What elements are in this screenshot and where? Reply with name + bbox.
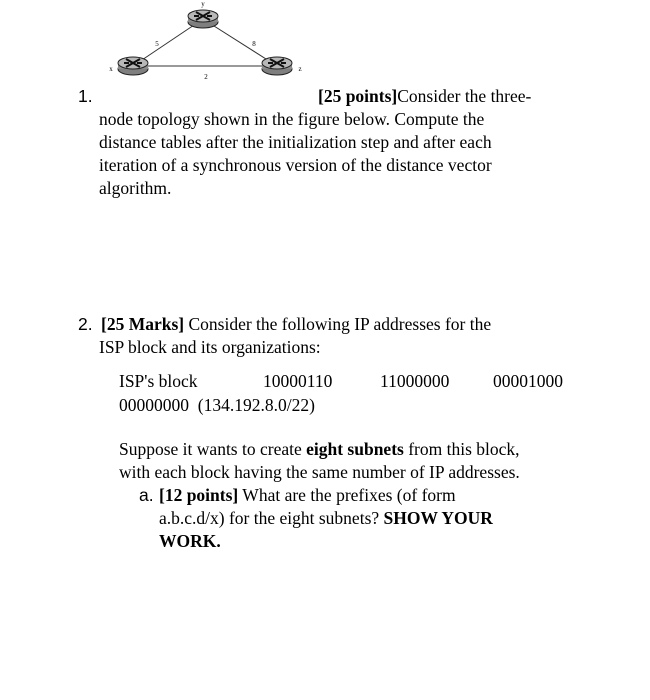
isp-octet-1: 10000110 — [263, 371, 333, 391]
isp-octet-2: 11000000 — [380, 371, 450, 391]
isp-octet-3: 00001000 — [493, 371, 563, 391]
q2-line-2: ISP block and its organizations: — [99, 337, 321, 357]
edge-cost-x-y: 5 — [155, 40, 159, 48]
part-a-line-2-text: a.b.c.d/x) for the eight subnets? — [159, 508, 384, 528]
q2-eight-subnets: eight subnets — [306, 439, 404, 459]
part-a-line-1 — [159, 484, 456, 507]
part-a-letter: a. — [139, 485, 154, 505]
router-x-icon — [118, 57, 148, 75]
part-a-show-your: SHOW YOUR — [383, 508, 493, 528]
q1-line-1 — [318, 85, 531, 108]
q2-line-1 — [101, 313, 491, 336]
part-a-points: [12 points] — [159, 485, 239, 505]
isp-block-label: ISP's block — [119, 371, 198, 391]
q2-marks: [25 Marks] — [101, 314, 185, 334]
router-y-icon — [188, 10, 218, 28]
q2-suppose-text-b: from this block, — [403, 439, 520, 459]
edge-cost-x-z: 2 — [204, 73, 208, 81]
q2-line-1-text: Consider the following IP addresses for the — [184, 314, 492, 334]
part-a-line-1-text: What are the prefixes (of form — [238, 485, 456, 505]
network-topology-diagram — [100, 0, 340, 90]
part-a-work: WORK. — [159, 531, 221, 551]
q1-line-5: algorithm. — [99, 178, 172, 198]
isp-octet-4-cidr: 00000000 (134.192.8.0/22) — [119, 395, 315, 415]
q2-suppose-line-2: with each block having the same number of IP addresses. — [119, 462, 520, 482]
q2-number: 2. — [78, 314, 93, 334]
q1-line-2: node topology shown in the figure below. Compute the — [99, 109, 485, 129]
q2-suppose-text-a: Suppose it wants to create — [119, 439, 307, 459]
node-label-z: z — [298, 65, 302, 73]
q1-line-4: iteration of a synchronous version of the distance vector — [99, 155, 492, 175]
node-label-y: y — [201, 0, 205, 8]
q1-points: [25 points] — [318, 86, 398, 106]
q1-line-3: distance tables after the initialization step and after each — [99, 132, 492, 152]
q1-number: 1. — [78, 86, 93, 106]
q2-suppose-line-1 — [119, 438, 520, 461]
router-z-icon — [262, 57, 292, 75]
edge-cost-y-z: 8 — [252, 40, 256, 48]
node-label-x: x — [109, 65, 113, 73]
part-a-line-3 — [159, 530, 221, 553]
q1-line-1-text: Consider the three- — [397, 86, 532, 106]
part-a-line-2 — [159, 507, 493, 530]
